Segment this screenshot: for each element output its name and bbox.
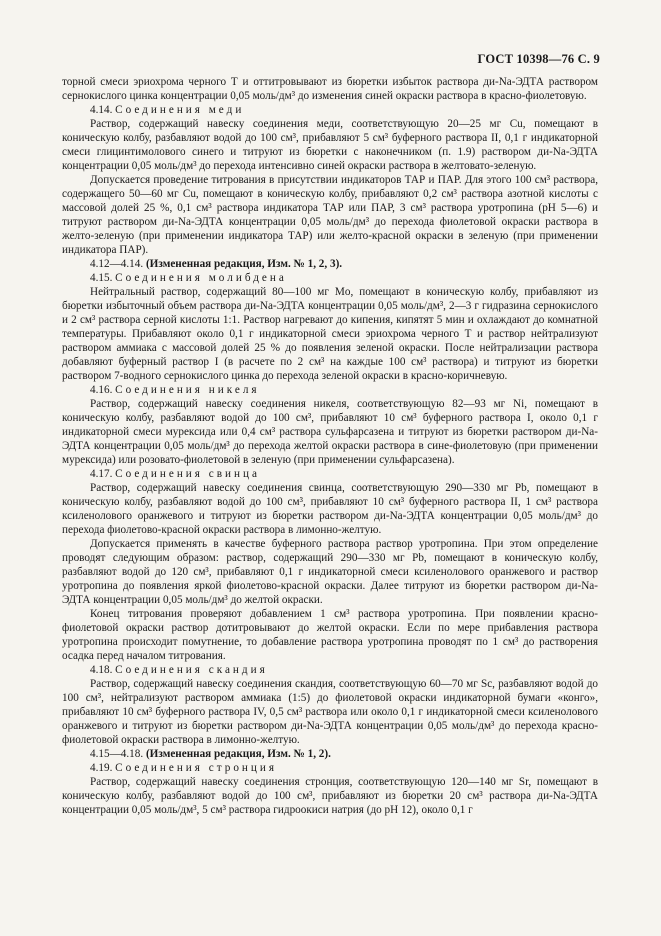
section-heading — [62, 103, 598, 117]
section-title: Соединения меди — [115, 104, 245, 116]
section-title: Соединения скандия — [115, 664, 268, 676]
section-number: 4.15. — [90, 272, 116, 284]
section-title: Соединения стронция — [115, 762, 278, 774]
paragraph-continuation: торной смеси эриохрома черного Т и оттитровывают из бюретки избыток раствора ди-Na-ЭДТА раствором сернокислого цинка концентрации 0,05 моль/дм³ до изменения синей окраски раствора в красно-фиолетовую. — [62, 76, 598, 102]
section-number: 4.18. — [90, 664, 116, 676]
paragraph: Раствор, содержащий навеску соединения никеля, соответствующую 82—93 мг Ni, помещают в коническую колбу, разбавляют водой до 100 см³, прибавляют 10 см³ буферного раствора I, около 0,1 г индикаторной смеси мурексида или 0,4 см³ раствора сульфарсазена и титруют из бюретки раствором ди-Na-ЭДТА концентрации 0,05 моль/дм³ до перехода желтой окраски раствора в сине-фиолетовую (при применении мурексида) или розовато-фиолетовой в зеленую (при применении сульфарсазена). — [62, 398, 598, 466]
section-title: Соединения никеля — [115, 384, 260, 396]
section-heading — [62, 383, 598, 397]
edit-note — [62, 257, 598, 271]
paragraph: Раствор, содержащий навеску соединения стронция, соответствующую 120—140 мг Sr, помещают в коническую колбу, разбавляют водой до 100 см³, прибавляют из бюретки 20 см³ раствора ди-Na-ЭДТА концентрации 0,05 моль/дм³, 5 см³ раствора гидроокиси натрия (до pH 12), около 0,1 г — [62, 776, 598, 816]
paragraph: Допускается применять в качестве буферного раствора раствор уротропина. При этом определение проводят следующим образом: раствор, содержащий 290—330 мг Pb, помещают в коническую колбу, разбавляют водой до 120 см³, прибавляют 0,1 г индикаторной смеси ксиленолового оранжевого и раствор уротропина до появления яркой фиолетово-красной окраски. Далее титруют из бюретки раствором ди-Na-ЭДТА концентрации 0,05 моль/дм³ до желтой окраски. — [62, 538, 598, 606]
section-heading — [62, 663, 598, 677]
edit-note-text: (Измененная редакция, Изм. № 1, 2). — [145, 748, 331, 760]
paragraph: Раствор, содержащий навеску соединения меди, соответствующую 20—25 мг Cu, помещают в коническую колбу, разбавляют водой до 100 см³, прибавляют 5 см³ буферного раствора II, 0,1 г индикаторной смеси глицинтимолового синего и титруют из бюретки с наконечником (п. 1.9) раствором ди-Na-ЭДТА концентрации 0,05 моль/дм³ до перехода интенсивно синей окраски раствора в желтовато-зеленую. — [62, 118, 598, 172]
section-number: 4.17. — [90, 468, 116, 480]
section-heading — [62, 271, 598, 285]
section-title: Соединения молибдена — [115, 272, 287, 284]
paragraph: Допускается проведение титрования в присутствии индикаторов ТАР и ПАР. Для этого 100 см³ раствора, содержащего 50—60 мг Cu, помещают в коническую колбу, прибавляют 0,2 см³ раствора азотной кислоты с массовой долей 25 %, 0,1 см³ раствора индикатора ТАР или ПАР, 3 см³ раствора уротропина (pH 5—6) и титруют раствором ди-Na-ЭДТА концентрации 0,05 моль/дм³ до перехода фиолетовой окраски раствора в желто-зеленую (при применении индикатора ТАР) или желто-красной окраски в зеленую (при применении индикатора ПАР). — [62, 174, 598, 256]
page-header: ГОСТ 10398—76 С. 9 — [477, 52, 600, 66]
edit-note-number: 4.15—4.18. — [90, 748, 146, 760]
section-number: 4.19. — [90, 762, 116, 774]
paragraph: Конец титрования проверяют добавлением 1 см³ раствора уротропина. При появлении красно-фиолетовой окраски раствор дотитровывают до желтой окраски. Если по мере прибавления раствора уротропина происходит помутнение, то добавление раствора уротропина проводят по 1 см³ до растворения осадка перед началом титрования. — [62, 608, 598, 662]
section-title: Соединения свинца — [115, 468, 260, 480]
paragraph: Нейтральный раствор, содержащий 80—100 мг Mo, помещают в коническую колбу, прибавляют из бюретки избыточный объем раствора ди-Na-ЭДТА концентрации 0,05 моль/дм³, 2—3 г гидразина сернокислого и 2 см³ раствора серной кислоты 1:1. Раствор нагревают до кипения, кипятят 5 мин и охлаждают до комнатной температуры. Прибавляют около 0,1 г индикаторной смеси эриохрома черного Т и раствор нейтрализуют раствором аммиака с массовой долей 25 % до появления зеленой окраски. После нейтрализации раствора добавляют буферный раствор I (в расчете по 2 см³ на каждые 100 см³ раствора) и титруют из бюретки раствором 7-водного сернокислого цинка до перехода зеленой окраски в красно-коричневую. — [62, 286, 598, 382]
document-body — [62, 75, 598, 817]
section-number: 4.14. — [90, 104, 116, 116]
section-heading — [62, 467, 598, 481]
section-number: 4.16. — [90, 384, 116, 396]
paragraph: Раствор, содержащий навеску соединения свинца, соответствующую 290—330 мг Pb, помещают в коническую колбу, разбавляют водой до 100 см³, прибавляют 10 см³ буферного раствора II, 1 см³ раствора ксиленолового оранжевого и титруют из бюретки раствором ди-Na-ЭДТА концентрации 0,05 моль/дм³ до перехода фиолетово-красной окраски раствора в лимонно-желтую. — [62, 482, 598, 536]
paragraph: Раствор, содержащий навеску соединения скандия, соответствующую 60—70 мг Sc, разбавляют водой до 100 см³, нейтрализуют раствором аммиака (1:5) до фиолетовой окраски индикаторной бумаги «конго», прибавляют 10 см³ буферного раствора IV, 0,5 см³ раствора или около 0,1 г индикаторной смеси ксиленолового оранжевого и титруют из бюретки раствором ди-Na-ЭДТА концентрации 0,05 моль/дм³ до перехода красно-фиолетовой окраски раствора в лимонно-желтую. — [62, 678, 598, 746]
section-heading — [62, 761, 598, 775]
edit-note-number: 4.12—4.14. — [90, 258, 146, 270]
edit-note-text: (Измененная редакция, Изм. № 1, 2, 3). — [145, 258, 343, 270]
edit-note — [62, 747, 598, 761]
